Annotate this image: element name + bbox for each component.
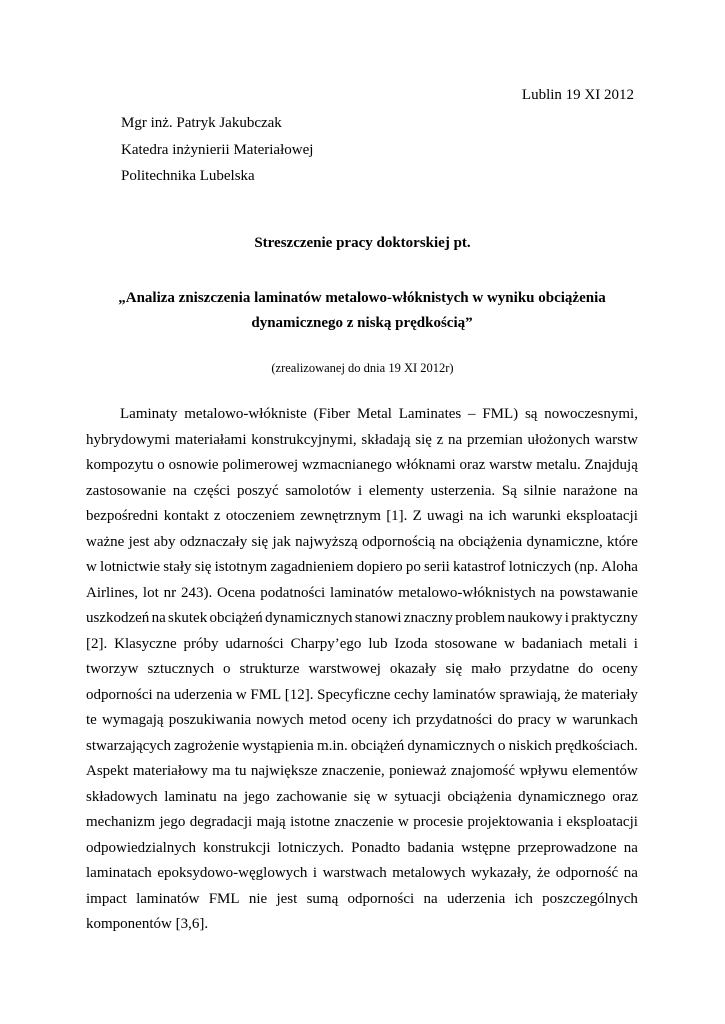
- paragraph-line: mechanizm jego degradacji mają istotne znaczenie w procesie projektowania i eksploatacji: [86, 814, 638, 830]
- university-name: Politechnika Lubelska: [121, 168, 255, 184]
- thesis-title-line: dynamicznego z niską prędkością”: [251, 315, 473, 331]
- paragraph-line: składowych laminatu na jego zachowanie się w sytuacji obciążenia dynamicznego oraz: [86, 788, 638, 805]
- paragraph-line: kompozytu o osnowie polimerowej wzmacnianego włóknami oraz warstw metalu. Znajdują: [86, 457, 638, 473]
- thesis-title: [86, 286, 638, 336]
- thesis-title-line: „Analiza zniszczenia laminatów metalowo-włóknistych w wyniku obciążenia: [118, 290, 606, 306]
- paragraph-line: Laminaty metalowo-włókniste (Fiber Metal Laminates – FML) są nowoczesnymi,: [120, 406, 638, 422]
- paragraph-line: Aspekt materiałowy ma tu największe znaczenie, ponieważ znajomość wpływu elementów: [86, 763, 638, 779]
- paragraph-line: Airlines, lot nr 243). Ocena podatności laminatów metalowo-włóknistych na powstawanie: [86, 584, 638, 601]
- paragraph-line: w lotnictwie stały się istotnym zagadnieniem dopiero po serii katastrof lotniczych (np. Aloha: [86, 559, 638, 575]
- paragraph-line: laminatach epoksydowo-węglowych i warstwach metalowych wykazały, że odporność na: [86, 865, 638, 881]
- paragraph-line: impact laminatów FML nie jest sumą odporności na uderzenia ich poszczególnych: [86, 890, 638, 907]
- paragraph-line: stwarzających zagrożenie wystąpienia m.in. obciążeń dynamicznych o niskich prędkościach.: [86, 737, 638, 754]
- paragraph-line: bezpośredni kontakt z otoczeniem zewnętrznym [1]. Z uwagi na ich warunki eksploatacji: [86, 508, 638, 524]
- paragraph-line: komponentów [3,6].: [86, 916, 209, 932]
- author-name: Mgr inż. Patryk Jakubczak: [121, 115, 282, 131]
- abstract-paragraph: [86, 402, 638, 938]
- document-subject: Streszczenie pracy doktorskiej pt.: [254, 235, 471, 251]
- paragraph-line: tworzyw sztucznych o strukturze warstwowej okazały się mało przydatne do oceny: [86, 661, 638, 677]
- paragraph-line: odpowiedzialnych konstrukcji lotniczych. Ponadto badania wstępne przeprowadzone na: [86, 839, 638, 856]
- paragraph-line: odporności na uderzenia w FML [12]. Specyficzne cechy laminatów sprawiają, że materiały: [86, 686, 638, 703]
- paragraph-line: uszkodzeń na skutek obciążeń dynamicznych stanowi znaczny problem naukowy i praktyczny: [86, 610, 638, 626]
- completion-note: (zrealizowanej do dnia 19 XI 2012r): [271, 361, 454, 375]
- paragraph-line: hybrydowymi materiałami konstrukcyjnymi, składają się z na przemian ułożonych warstw: [86, 431, 638, 448]
- paragraph-line: ważne jest aby odznaczały się jak najwyższą odpornością na obciążenia dynamiczne, które: [86, 533, 638, 550]
- paragraph-line: zastosowanie na części poszyć samolotów i elementy usterzenia. Są silnie narażone na: [86, 482, 638, 499]
- letter-date: Lublin 19 XI 2012: [521, 87, 634, 103]
- paragraph-line: te wymagają poszukiwania nowych metod oceny ich przydatności do pracy w warunkach: [86, 712, 638, 728]
- author-block: [121, 110, 313, 190]
- department-name: Katedra inżynierii Materiałowej: [121, 141, 314, 158]
- paragraph-line: [2]. Klasyczne próby udarności Charpy’ego lub Izoda stosowane w badaniach metali i: [86, 635, 638, 652]
